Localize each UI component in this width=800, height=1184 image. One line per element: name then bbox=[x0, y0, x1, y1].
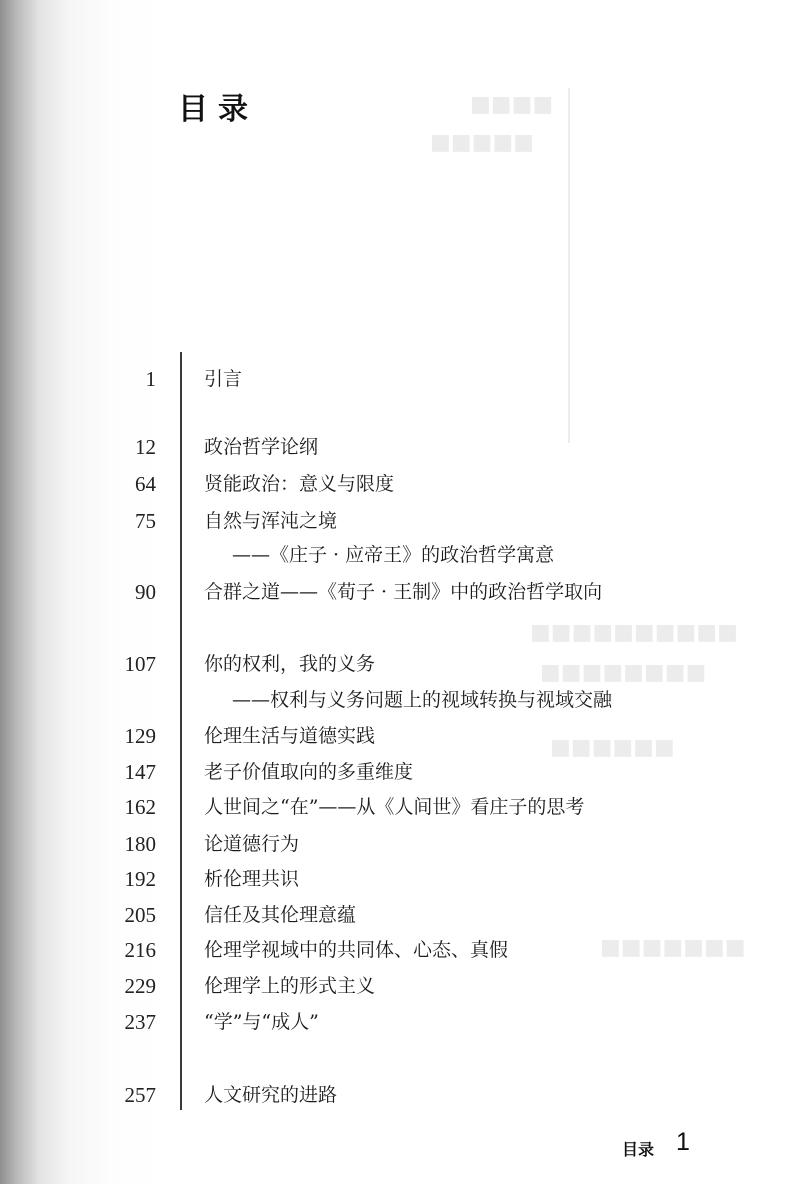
toc-entry[interactable] bbox=[0, 826, 800, 862]
toc-entry[interactable] bbox=[0, 1077, 800, 1113]
toc-entry[interactable] bbox=[0, 1004, 800, 1040]
chapter-title: 伦理生活与道德实践 bbox=[204, 725, 376, 747]
toc-entry[interactable] bbox=[0, 754, 800, 790]
page-number: 162 bbox=[124, 795, 156, 819]
show-through-mark: ■■■■■■ bbox=[550, 735, 675, 760]
chapter-title: 老子价值取向的多重维度 bbox=[204, 761, 414, 783]
chapter-title: 贤能政治：意义与限度 bbox=[204, 473, 395, 495]
show-through-mark: ■■■■■■■ bbox=[600, 935, 746, 960]
chapter-title: 信任及其伦理意蕴 bbox=[204, 904, 357, 926]
page-number: 90 bbox=[135, 580, 156, 604]
chapter-title: 论道德行为 bbox=[204, 833, 300, 855]
chapter-title: 政治哲学论纲 bbox=[204, 436, 319, 458]
page-title: 目录 bbox=[178, 92, 258, 127]
toc-entry[interactable] bbox=[0, 429, 800, 465]
toc-entry[interactable] bbox=[0, 574, 800, 610]
toc-entry[interactable] bbox=[0, 646, 800, 682]
page-number: 205 bbox=[124, 903, 156, 927]
page-number: 1 bbox=[145, 367, 156, 391]
show-through-mark: ■■■■■■■■ bbox=[540, 660, 707, 685]
show-through-mark: ■■■■■ bbox=[430, 130, 534, 155]
page-number: 12 bbox=[135, 435, 156, 459]
page-number: 192 bbox=[124, 867, 156, 891]
page-number: 129 bbox=[124, 724, 156, 748]
toc-entry[interactable] bbox=[0, 932, 800, 968]
chapter-subtitle: ——《庄子 · 应帝王》的政治哲学寓意 bbox=[232, 544, 555, 566]
chapter-title: 合群之道——《荀子 · 王制》中的政治哲学取向 bbox=[204, 581, 603, 603]
page-number: 229 bbox=[124, 974, 156, 998]
page-number: 75 bbox=[135, 509, 156, 533]
chapter-title: “学”与“成人” bbox=[204, 1011, 319, 1033]
page-number: 180 bbox=[124, 832, 156, 856]
toc-entry[interactable] bbox=[0, 503, 800, 539]
page-number: 216 bbox=[124, 938, 156, 962]
toc-entry-subtitle[interactable] bbox=[0, 682, 800, 718]
toc-entry[interactable] bbox=[0, 718, 800, 754]
chapter-title: 人世间之“在”——从《人间世》看庄子的思考 bbox=[204, 796, 585, 818]
show-through-mark: ■■■■ bbox=[470, 92, 554, 117]
chapter-title: 人文研究的进路 bbox=[204, 1084, 338, 1106]
chapter-title: 自然与浑沌之境 bbox=[204, 510, 338, 532]
chapter-title: 析伦理共识 bbox=[204, 868, 300, 890]
toc-entry[interactable] bbox=[0, 897, 800, 933]
page-number: 64 bbox=[135, 472, 156, 496]
page-number: 107 bbox=[124, 652, 156, 676]
toc-entry-subtitle[interactable] bbox=[0, 537, 800, 573]
toc-entry[interactable] bbox=[0, 361, 800, 397]
show-through-mark: ■■■■■■■■■■ bbox=[530, 620, 738, 645]
toc-entry[interactable] bbox=[0, 861, 800, 897]
page-number: 257 bbox=[124, 1083, 156, 1107]
toc-entry[interactable] bbox=[0, 789, 800, 825]
chapter-title: 伦理学上的形式主义 bbox=[204, 975, 376, 997]
folio-page-number: 1 bbox=[676, 1128, 690, 1156]
chapter-title: 伦理学视域中的共同体、心态、真假 bbox=[204, 939, 509, 961]
chapter-subtitle: ——权利与义务问题上的视域转换与视域交融 bbox=[232, 689, 613, 711]
toc-entry[interactable] bbox=[0, 968, 800, 1004]
toc-entry[interactable] bbox=[0, 466, 800, 502]
chapter-title: 引言 bbox=[204, 368, 243, 390]
page-number: 147 bbox=[124, 760, 156, 784]
running-footer-label: 目录 bbox=[622, 1140, 655, 1159]
page-number: 237 bbox=[124, 1010, 156, 1034]
chapter-title: 你的权利，我的义务 bbox=[204, 653, 376, 675]
